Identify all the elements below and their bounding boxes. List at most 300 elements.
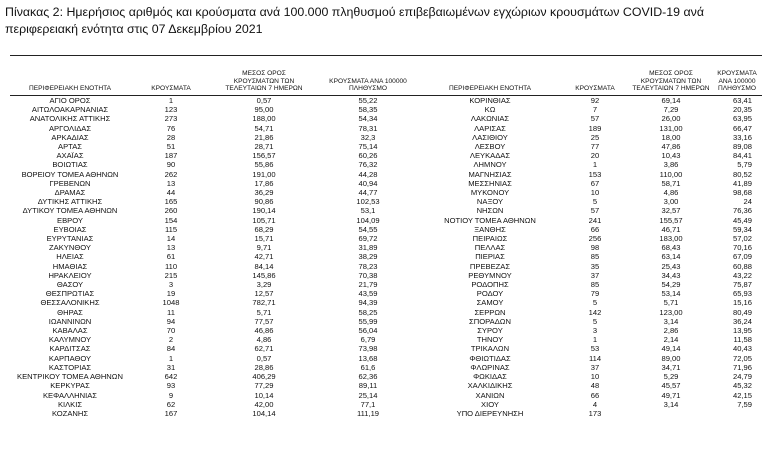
cases-value: 66 xyxy=(590,390,600,400)
region-name: ΡΕΘΥΜΝΟΥ xyxy=(468,270,512,280)
avg7-value: 49,71 xyxy=(661,390,681,400)
per100k-value: 104,09 xyxy=(356,215,380,225)
region-name: ΓΡΕΒΕΝΩΝ xyxy=(49,178,91,188)
per100k-value: 13,95 xyxy=(732,326,752,336)
cases-value: 48 xyxy=(590,381,600,391)
cases-value: 187 xyxy=(164,151,178,161)
region-name: ΚΑΛΥΜΝΟΥ xyxy=(48,335,92,345)
avg7-value: 77,29 xyxy=(254,381,274,391)
avg7-value: 9,71 xyxy=(256,243,272,253)
avg7-value: 46,71 xyxy=(661,224,681,234)
table-row xyxy=(10,197,762,206)
cases-value: 1048 xyxy=(162,298,180,308)
table-row xyxy=(10,243,762,252)
cases-value: 13 xyxy=(166,178,176,188)
region-name: ΝΗΣΩΝ xyxy=(476,206,504,216)
cases-value: 20 xyxy=(590,151,600,161)
table-row xyxy=(10,225,762,234)
table-row xyxy=(10,391,762,400)
per100k-value: 5,79 xyxy=(737,160,752,170)
per100k-value: 32,3 xyxy=(360,132,376,142)
per100k-value: 53,1 xyxy=(360,206,376,216)
per100k-value: 66,47 xyxy=(732,123,752,133)
avg7-value: 145,86 xyxy=(252,270,276,280)
region-name: ΥΠΟ ΔΙΕΡΕΥΝΗΣΗ xyxy=(456,408,524,418)
region-name: ΣΕΡΡΩΝ xyxy=(474,307,506,317)
cases-value: 189 xyxy=(588,123,602,133)
region-name: ΚΑΡΠΑΘΟΥ xyxy=(48,353,92,363)
region-name: ΒΟΙΩΤΙΑΣ xyxy=(52,160,88,170)
region-name: ΔΡΑΜΑΣ xyxy=(54,188,86,198)
avg7-value: 58,71 xyxy=(661,178,681,188)
avg7-value: 34,43 xyxy=(661,270,681,280)
per100k-value xyxy=(712,409,762,418)
per100k-value: 56,04 xyxy=(358,326,378,336)
table-row xyxy=(10,114,762,123)
region-name: ΤΗΝΟΥ xyxy=(476,335,504,345)
per100k-value: 65,93 xyxy=(732,289,752,299)
per100k-value: 36,24 xyxy=(732,316,752,326)
cases-value: 7 xyxy=(592,105,598,115)
avg7-value: 28,86 xyxy=(254,362,274,372)
table-row xyxy=(10,363,762,372)
region-name: ΑΧΑΪΑΣ xyxy=(56,151,84,161)
avg7-value: 10,14 xyxy=(254,390,274,400)
cases-value: 173 xyxy=(588,408,602,418)
table-row xyxy=(10,133,762,142)
region-name: ΑΙΤΩΛΟΑΚΑΡΝΑΝΙΑΣ xyxy=(31,105,109,115)
avg7-value: 55,86 xyxy=(254,160,274,170)
cases-value: 57 xyxy=(590,114,600,124)
cases-value: 2 xyxy=(168,335,174,345)
cases-value: 10 xyxy=(590,372,600,382)
header-region: ΠΕΡΙΦΕΡΕΙΑΚΗ ΕΝΟΤΗΤΑ xyxy=(448,85,532,93)
per100k-value: 71,96 xyxy=(732,362,752,372)
region-name: ΚΑΡΔΙΤΣΑΣ xyxy=(49,344,91,354)
per100k-value: 78,31 xyxy=(358,123,378,133)
cases-value: 94 xyxy=(166,316,176,326)
per100k-value: 63,95 xyxy=(732,114,752,124)
header-cases: ΚΡΟΥΣΜΑΤΑ xyxy=(575,85,615,93)
region-name: ΚΟΡΙΝΘΙΑΣ xyxy=(469,96,511,105)
cases-value: 10 xyxy=(590,188,600,198)
cases-value: 1 xyxy=(168,353,174,363)
cases-value: 215 xyxy=(164,270,178,280)
avg7-value xyxy=(630,409,712,418)
avg7-value: 110,00 xyxy=(659,169,683,179)
table-row xyxy=(10,188,762,197)
region-name: ΠΕΙΡΑΙΩΣ xyxy=(472,234,508,244)
table-row xyxy=(10,400,762,409)
avg7-value: 21,86 xyxy=(254,132,274,142)
per100k-value: 24,79 xyxy=(732,372,752,382)
table-row xyxy=(10,381,762,390)
region-name: ΑΡΚΑΔΙΑΣ xyxy=(51,132,89,142)
per100k-value: 60,26 xyxy=(358,151,378,161)
table-header xyxy=(10,67,762,93)
per100k-value: 24 xyxy=(743,197,752,207)
header-avg: ΜΕΣΟΣ ΟΡΟΣ ΚΡΟΥΣΜΑΤΩΝ ΤΩΝ ΤΕΛΕΥΤΑΙΩΝ 7 ΗΜΕΡΩΝ xyxy=(632,70,710,93)
per100k-value: 58,35 xyxy=(358,105,378,115)
avg7-value: 5,71 xyxy=(663,298,679,308)
per100k-value: 75,87 xyxy=(732,280,752,290)
per100k-value: 25,14 xyxy=(358,390,378,400)
cases-value: 167 xyxy=(164,408,178,418)
per100k-value: 31,89 xyxy=(358,243,378,253)
table-row xyxy=(10,289,762,298)
per100k-value: 13,68 xyxy=(358,353,378,363)
avg7-value: 68,29 xyxy=(254,224,274,234)
region-name: ΣΑΜΟΥ xyxy=(476,298,504,308)
cases-value: 35 xyxy=(590,261,600,271)
table-row xyxy=(10,142,762,151)
region-name: ΤΡΙΚΑΛΩΝ xyxy=(470,344,510,354)
cases-value: 154 xyxy=(164,215,178,225)
table-body xyxy=(10,96,762,418)
per100k-value: 73,98 xyxy=(358,344,378,354)
avg7-value: 2,14 xyxy=(663,335,679,345)
avg7-value: 49,14 xyxy=(661,344,681,354)
avg7-value: 54,71 xyxy=(254,123,274,133)
region-name: ΚΕΦΑΛΛΗΝΙΑΣ xyxy=(42,390,98,400)
avg7-value: 190,14 xyxy=(252,206,276,216)
table-row xyxy=(10,234,762,243)
region-name: ΚΕΡΚΥΡΑΣ xyxy=(50,381,90,391)
per100k-value: 6,79 xyxy=(360,335,376,345)
avg7-value: 62,71 xyxy=(254,344,274,354)
per100k-value: 38,29 xyxy=(358,252,378,262)
avg7-value: 77,57 xyxy=(254,316,274,326)
per100k-value: 80,49 xyxy=(732,307,752,317)
header-per100k: ΚΡΟΥΣΜΑΤΑ ΑΝΑ 100000 ΠΛΗΘΥΣΜΟ xyxy=(329,77,407,93)
table-row xyxy=(10,105,762,114)
region-name: ΛΗΜΝΟΥ xyxy=(473,160,507,170)
cases-value: 110 xyxy=(164,261,178,271)
per100k-value: 54,34 xyxy=(358,114,378,124)
region-name: ΕΥΡΥΤΑΝΙΑΣ xyxy=(46,234,94,244)
cases-value: 37 xyxy=(590,270,600,280)
per100k-value: 15,16 xyxy=(732,298,752,308)
region-name: ΙΩΑΝΝΙΝΩΝ xyxy=(48,316,92,326)
region-name: ΜΑΓΝΗΣΙΑΣ xyxy=(468,169,512,179)
avg7-value: 17,86 xyxy=(254,178,274,188)
per100k-value: 57,02 xyxy=(732,234,752,244)
per100k-value: 67,09 xyxy=(732,252,752,262)
table-row xyxy=(10,252,762,261)
cases-value: 241 xyxy=(588,215,602,225)
region-name: ΠΙΕΡΙΑΣ xyxy=(475,252,505,262)
region-name: ΑΡΤΑΣ xyxy=(58,142,82,152)
region-name: ΕΒΡΟΥ xyxy=(57,215,83,225)
per100k-value: 55,22 xyxy=(358,96,378,105)
header-avg: ΜΕΣΟΣ ΟΡΟΣ ΚΡΟΥΣΜΑΤΩΝ ΤΩΝ ΤΕΛΕΥΤΑΙΩΝ 7 ΗΜΕΡΩΝ xyxy=(225,70,303,93)
cases-value: 28 xyxy=(166,132,176,142)
per100k-value: 70,16 xyxy=(732,243,752,253)
cases-value: 19 xyxy=(166,289,176,299)
region-name: ΚΟΖΑΝΗΣ xyxy=(51,408,89,418)
cases-value: 5 xyxy=(592,316,598,326)
per100k-value: 61,6 xyxy=(360,362,376,372)
cases-value: 90 xyxy=(166,160,176,170)
avg7-value: 15,71 xyxy=(254,234,274,244)
table-row xyxy=(10,280,762,289)
avg7-value: 46,86 xyxy=(254,326,274,336)
region-name: ΣΥΡΟΥ xyxy=(477,326,503,336)
cases-value: 256 xyxy=(588,234,602,244)
per100k-value: 59,34 xyxy=(732,224,752,234)
per100k-value: 55,99 xyxy=(358,316,378,326)
avg7-value: 2,86 xyxy=(663,326,679,336)
region-name: ΠΕΛΛΑΣ xyxy=(474,243,506,253)
per100k-value: 45,49 xyxy=(732,215,752,225)
table-row xyxy=(10,298,762,307)
avg7-value: 183,00 xyxy=(659,234,683,244)
table-row xyxy=(10,409,762,418)
cases-value: 25 xyxy=(590,132,600,142)
table-row xyxy=(10,206,762,215)
avg7-value: 54,29 xyxy=(661,280,681,290)
cases-value: 5 xyxy=(592,197,598,207)
per100k-value: 70,38 xyxy=(358,270,378,280)
avg7-value: 36,29 xyxy=(254,188,274,198)
avg7-value: 32,57 xyxy=(661,206,681,216)
table-row xyxy=(10,317,762,326)
region-name: ΚΩ xyxy=(484,105,496,115)
region-name: ΑΝΑΤΟΛΙΚΗΣ ΑΤΤΙΚΗΣ xyxy=(29,114,111,124)
region-name: ΗΛΕΙΑΣ xyxy=(56,252,84,262)
region-name: ΒΟΡΕΙΟΥ ΤΟΜΕΑ ΑΘΗΝΩΝ xyxy=(21,169,119,179)
region-name: ΘΑΣΟΥ xyxy=(56,280,84,290)
avg7-value: 104,14 xyxy=(252,408,276,418)
region-name: ΝΑΞΟΥ xyxy=(476,197,504,207)
per100k-value: 94,39 xyxy=(358,298,378,308)
region-name: ΧΑΛΚΙΔΙΚΗΣ xyxy=(467,381,513,391)
avg7-value: 12,57 xyxy=(254,289,274,299)
header-region: ΠΕΡΙΦΕΡΕΙΑΚΗ ΕΝΟΤΗΤΑ xyxy=(28,85,112,93)
region-name: ΞΑΝΘΗΣ xyxy=(474,224,506,234)
avg7-value: 105,71 xyxy=(252,215,276,225)
avg7-value: 68,43 xyxy=(661,243,681,253)
cases-value: 114 xyxy=(588,353,602,363)
per100k-value: 77,1 xyxy=(360,399,376,409)
per100k-value: 63,41 xyxy=(732,96,752,105)
region-name: ΣΠΟΡΑΔΩΝ xyxy=(469,316,511,326)
per100k-value: 40,43 xyxy=(732,344,752,354)
cases-value: 66 xyxy=(590,224,600,234)
table-row xyxy=(10,216,762,225)
cases-value: 4 xyxy=(592,399,598,409)
avg7-value: 28,71 xyxy=(254,142,274,152)
per100k-value: 11,58 xyxy=(733,335,752,345)
per100k-value: 111,19 xyxy=(356,408,380,418)
avg7-value: 90,86 xyxy=(254,197,274,207)
cases-value: 61 xyxy=(166,252,176,262)
cases-value: 142 xyxy=(588,307,602,317)
avg7-value: 89,00 xyxy=(661,353,681,363)
region-name: ΚΕΝΤΡΙΚΟΥ ΤΟΜΕΑ ΑΘΗΝΩΝ xyxy=(17,372,123,382)
table-row xyxy=(10,170,762,179)
cases-value: 260 xyxy=(164,206,178,216)
region-name: ΚΑΒΑΛΑΣ xyxy=(52,326,88,336)
table-top-rule xyxy=(10,55,762,56)
cases-value: 67 xyxy=(590,178,600,188)
cases-value: 642 xyxy=(164,372,178,382)
per100k-value: 7,59 xyxy=(737,399,752,409)
cases-value: 98 xyxy=(590,243,600,253)
cases-value: 1 xyxy=(592,160,598,170)
region-name: ΗΜΑΘΙΑΣ xyxy=(52,261,88,271)
avg7-value: 45,57 xyxy=(661,381,681,391)
avg7-value: 69,14 xyxy=(661,96,681,105)
region-name: ΧΙΟΥ xyxy=(481,399,499,409)
table-row xyxy=(10,354,762,363)
region-name: ΦΛΩΡΙΝΑΣ xyxy=(470,362,510,372)
per100k-value: 43,59 xyxy=(358,289,378,299)
cases-value: 5 xyxy=(592,298,598,308)
table-row xyxy=(10,151,762,160)
region-name: ΡΟΔΟΠΗΣ xyxy=(471,280,509,290)
per100k-value: 76,32 xyxy=(358,160,378,170)
cases-value: 31 xyxy=(166,362,176,372)
per100k-value: 42,15 xyxy=(732,390,752,400)
region-name: ΗΡΑΚΛΕΙΟΥ xyxy=(48,270,92,280)
avg7-value: 25,43 xyxy=(661,261,681,271)
region-name: ΛΑΣΙΘΙΟΥ xyxy=(472,132,508,142)
table-title: Πίνακας 2: Ημερήσιος αριθμός και κρούσματα ανά 100.000 πληθυσμού επιβεβαιωμένων εγχώριων κρουσμάτων COVID-19 ανά περιφερειακή ενότητα στις 07 Δεκεμβρίου 2021 xyxy=(5,5,705,36)
avg7-value: 53,14 xyxy=(661,289,681,299)
per100k-value: 21,79 xyxy=(358,280,378,290)
cases-value: 57 xyxy=(590,206,600,216)
region-name: ΘΗΡΑΣ xyxy=(57,307,83,317)
cases-value: 262 xyxy=(164,169,178,179)
avg7-value: 3,14 xyxy=(663,316,679,326)
per100k-value: 69,72 xyxy=(358,234,378,244)
region-name: ΕΥΒΟΙΑΣ xyxy=(53,224,87,234)
table-row xyxy=(10,335,762,344)
per100k-value: 41,89 xyxy=(732,178,752,188)
avg7-value: 3,29 xyxy=(256,280,272,290)
region-name: ΑΡΓΟΛΙΔΑΣ xyxy=(48,123,92,133)
cases-value: 76 xyxy=(166,123,176,133)
per100k-value: 62,36 xyxy=(358,372,378,382)
region-name: ΝΟΤΙΟΥ ΤΟΜΕΑ ΑΘΗΝΩΝ xyxy=(444,215,536,225)
cases-value: 3 xyxy=(592,326,598,336)
cases-value: 153 xyxy=(588,169,602,179)
table-row xyxy=(10,262,762,271)
per100k-value: 89,11 xyxy=(358,381,378,391)
cases-value: 13 xyxy=(166,243,176,253)
avg7-value: 0,57 xyxy=(256,96,272,105)
cases-value: 123 xyxy=(164,105,178,115)
cases-value: 165 xyxy=(164,197,178,207)
avg7-value: 84,14 xyxy=(254,261,274,271)
avg7-value: 188,00 xyxy=(252,114,276,124)
region-name: ΦΩΚΙΔΑΣ xyxy=(473,372,507,382)
avg7-value: 5,71 xyxy=(256,307,272,317)
per100k-value: 75,14 xyxy=(358,142,378,152)
region-name: ΛΑΡΙΣΑΣ xyxy=(474,123,506,133)
region-name: ΛΕΥΚΑΔΑΣ xyxy=(469,151,511,161)
avg7-value: 4,86 xyxy=(663,188,679,198)
cases-value: 1 xyxy=(168,96,174,105)
avg7-value: 3,14 xyxy=(663,399,679,409)
avg7-value: 34,71 xyxy=(661,362,681,372)
per100k-value: 54,55 xyxy=(358,224,378,234)
per100k-value: 76,36 xyxy=(732,206,752,216)
per100k-value: 84,41 xyxy=(732,151,752,161)
cases-value: 44 xyxy=(166,188,176,198)
region-name: ΔΥΤΙΚΟΥ ΤΟΜΕΑ ΑΘΗΝΩΝ xyxy=(22,206,118,216)
per100k-value: 80,52 xyxy=(732,169,752,179)
avg7-value: 155,57 xyxy=(659,215,683,225)
avg7-value: 782,71 xyxy=(252,298,276,308)
table-row xyxy=(10,326,762,335)
cases-value: 53 xyxy=(590,344,600,354)
region-name: ΧΑΝΙΩΝ xyxy=(475,390,505,400)
avg7-value: 3,00 xyxy=(663,197,679,207)
avg7-value: 42,00 xyxy=(254,399,274,409)
cases-value: 9 xyxy=(168,390,174,400)
cases-value: 84 xyxy=(166,344,176,354)
region-name: ΘΕΣΠΡΩΤΙΑΣ xyxy=(45,289,95,299)
per100k-value: 98,68 xyxy=(732,188,752,198)
table-row xyxy=(10,308,762,317)
region-name: ΚΙΛΚΙΣ xyxy=(57,399,83,409)
region-name: ΠΡΕΒΕΖΑΣ xyxy=(469,261,511,271)
per100k-value: 78,23 xyxy=(358,261,378,271)
cases-value: 11 xyxy=(167,307,175,317)
table-row xyxy=(10,179,762,188)
cases-value: 93 xyxy=(166,381,176,391)
cases-value: 77 xyxy=(590,142,600,152)
cases-value: 85 xyxy=(590,280,600,290)
avg7-value: 47,86 xyxy=(661,142,681,152)
region-name: ΚΑΣΤΟΡΙΑΣ xyxy=(48,362,92,372)
avg7-value: 3,86 xyxy=(663,160,679,170)
region-name: ΖΑΚΥΝΘΟΥ xyxy=(49,243,91,253)
cases-value: 115 xyxy=(164,224,178,234)
per100k-value: 89,08 xyxy=(732,142,752,152)
cases-value: 85 xyxy=(590,252,600,262)
table-row xyxy=(10,271,762,280)
avg7-value: 10,43 xyxy=(661,151,681,161)
cases-value: 62 xyxy=(166,399,176,409)
cases-value: 1 xyxy=(592,335,598,345)
cases-value: 273 xyxy=(164,114,178,124)
per100k-value: 44,77 xyxy=(358,188,378,198)
region-name: ΦΘΙΩΤΙΔΑΣ xyxy=(469,353,511,363)
avg7-value: 0,57 xyxy=(256,353,272,363)
header-per100k: ΚΡΟΥΣΜΑΤΑ ΑΝΑ 100000 ΠΛΗΘΥΣΜΟ xyxy=(717,70,757,93)
avg7-value: 7,29 xyxy=(663,105,679,115)
cases-value: 79 xyxy=(590,289,600,299)
avg7-value: 5,29 xyxy=(663,372,679,382)
region-name: ΜΥΚΟΝΟΥ xyxy=(470,188,510,198)
cases-value: 37 xyxy=(590,362,600,372)
per100k-value: 33,16 xyxy=(732,132,752,142)
avg7-value: 4,86 xyxy=(256,335,272,345)
per100k-value: 43,22 xyxy=(732,270,752,280)
cases-value: 70 xyxy=(166,326,176,336)
per100k-value: 20,35 xyxy=(732,105,752,115)
table-row xyxy=(10,372,762,381)
avg7-value: 156,57 xyxy=(252,151,276,161)
header-cases: ΚΡΟΥΣΜΑΤΑ xyxy=(151,85,191,93)
region-name: ΛΑΚΩΝΙΑΣ xyxy=(470,114,510,124)
per100k-value: 44,28 xyxy=(358,169,378,179)
avg7-value: 18,00 xyxy=(661,132,681,142)
per100k-value: 102,53 xyxy=(356,197,380,207)
